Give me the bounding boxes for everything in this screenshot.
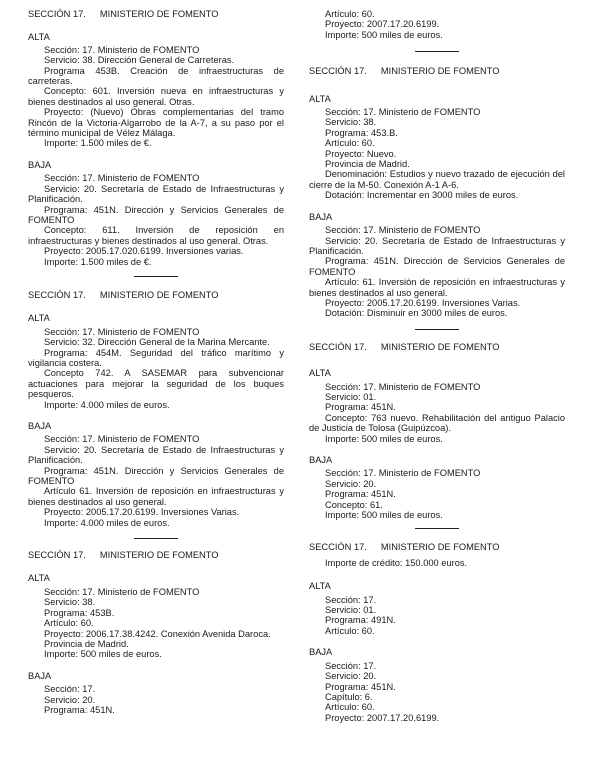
- entry-line: Artículo: 61. Inversión de reposición en infraestructuras y bienes destinados al uso general.: [309, 277, 565, 298]
- alta-entries: [28, 45, 284, 149]
- entry-line: Sección: 17. Ministerio de FOMENTO: [325, 107, 481, 118]
- alta-label: ALTA: [28, 573, 50, 584]
- entry-line: Servicio: 20.: [325, 671, 377, 682]
- entry-line: Programa: 451N.: [325, 402, 396, 413]
- entry-line: Artículo: 60.: [325, 702, 375, 713]
- entry-line: Servicio: 20. Secretaría de Estado de Infraestructuras y Planificación.: [309, 235, 565, 256]
- entry-line: Servicio: 01.: [325, 391, 377, 402]
- entry-line: Importe: 500 miles de euros.: [325, 433, 443, 444]
- entry-line: Programa: 453.B.: [325, 127, 398, 138]
- entry-line: Sección: 17. Ministerio de FOMENTO: [44, 586, 200, 597]
- entry-line: Sección: 17. Ministerio de FOMENTO: [44, 44, 200, 55]
- entry-line: Sección: 17. Ministerio de FOMENTO: [44, 173, 200, 184]
- section-heading: SECCIÓN 17. MINISTERIO DE FOMENTO: [28, 550, 219, 561]
- section-heading: SECCIÓN 17. MINISTERIO DE FOMENTO: [28, 9, 219, 19]
- entry-line: Programa: 451N.: [44, 704, 115, 715]
- entry-line: Dotación: Disminuir en 3000 miles de euros.: [325, 308, 508, 319]
- continuation-entries: [309, 9, 565, 52]
- entry-line: Dotación: Incrementar en 3000 miles de euros.: [325, 190, 519, 201]
- entry-line: Importe: 1.500 miles de €.: [44, 256, 152, 267]
- entry-line: Concepto: 601. Inversión nueva en infraestructuras y bienes destinados al uso general. Otras.: [28, 86, 284, 107]
- entry-line: Programa 453B. Creación de infraestructuras de carreteras.: [28, 65, 284, 87]
- entry-line: Programa: 451N. Dirección y Servicios Generales de FOMENTO: [28, 465, 284, 487]
- alta-label: ALTA: [28, 32, 50, 43]
- amendment-block: [309, 542, 565, 723]
- baja-entries: [309, 225, 565, 319]
- entry-line: Importe: 4.000 miles de euros.: [44, 517, 170, 528]
- entry-line: Artículo: 60.: [44, 618, 94, 629]
- entry-line: Sección: 17.: [44, 684, 96, 695]
- entry-line: Sección: 17.: [325, 660, 377, 671]
- entry-line: Importe: 1.500 miles de €.: [44, 138, 152, 149]
- entry-line: Programa: 451N.: [325, 681, 396, 692]
- entry-line: Proyecto: 2005.17.20.6199. Inversiones Varias.: [44, 507, 240, 518]
- separator-rule: [415, 528, 459, 529]
- entry-line: Servicio: 20. Secretaría de Estado de Infraestructuras y Planificación.: [28, 444, 284, 466]
- entry-line: Provincia de Madrid.: [325, 159, 410, 170]
- separator-rule: [134, 276, 178, 277]
- baja-entries: [28, 173, 284, 267]
- entry-line: Artículo 61. Inversión de reposición en infraestructuras y bienes destinados al uso general.: [28, 486, 284, 507]
- alta-entries: [309, 595, 565, 637]
- entry-line: Proyecto: (Nuevo) Obras complementarias del tramo Rincón de la Victoria-Algarrobo de la A-7, a su paso por el término municipal de Vélez Málaga.: [28, 107, 284, 139]
- entry-line: Importe: 500 miles de euros.: [325, 29, 443, 40]
- section-heading: SECCIÓN 17. MINISTERIO DE FOMENTO: [309, 66, 500, 77]
- alta-label: ALTA: [309, 368, 331, 379]
- entry-line: Proyecto: 2007.17.20.6199.: [325, 712, 440, 723]
- alta-entries: [309, 382, 565, 444]
- entry-line: Denominación: Estudios y nuevo trazado de ejecución del cierre de la M-50. Conexión A-1 A-6.: [309, 169, 565, 190]
- baja-entries: [309, 468, 565, 520]
- entry-line: Proyecto: 2006.17.38.4242. Conexión Avenida Daroca.: [44, 628, 271, 639]
- entry-line: Sección: 17. Ministerio de FOMENTO: [44, 326, 200, 337]
- entry-line: Servicio: 20.: [325, 478, 377, 489]
- alta-entries: [309, 107, 565, 201]
- baja-label: BAJA: [309, 647, 333, 658]
- section-heading: SECCIÓN 17. MINISTERIO DE FOMENTO: [309, 341, 500, 352]
- entry-line: Importe: 4.000 miles de euros.: [44, 399, 170, 410]
- entry-line: Programa: 453B.: [44, 607, 115, 618]
- baja-label: BAJA: [28, 421, 52, 431]
- entry-line: Proyecto: 2005.17.020.6199. Inversiones varias.: [44, 246, 244, 257]
- entry-line: Programa: 451N. Dirección de Servicios Generales de FOMENTO: [309, 256, 565, 277]
- entry-line: Capítulo: 6.: [325, 691, 373, 702]
- entry-line: Servicio: 20. Secretaría de Estado de Infraestructuras y Planificación.: [28, 183, 284, 205]
- entry-line: Servicio: 01.: [325, 605, 377, 616]
- entry-line: Concepto: 611. Inversión de reposición en infraestructuras y bienes destinados al uso general. Otras.: [28, 225, 284, 246]
- baja-label: BAJA: [309, 455, 333, 465]
- entry-line: Artículo: 60.: [325, 138, 375, 149]
- entry-line: Concepto 742. A SASEMAR para subvencionar actuaciones para mejorar la seguridad de los buques pesqueros.: [28, 368, 284, 400]
- entry-line: Concepto: 763 nuevo. Rehabilitación del antiguo Palacio de Justicia de Tolosa (Guipúzcoa).: [309, 412, 565, 434]
- entry-line: Importe: 500 miles de euros.: [44, 649, 162, 660]
- entry-line: Importe: 500 miles de euros.: [325, 510, 443, 521]
- entry-line: Proyecto: 2007.17.20.6199.: [325, 19, 440, 30]
- entry-line: Servicio: 38.: [325, 117, 377, 128]
- entry-line: Provincia de Madrid.: [44, 638, 129, 649]
- amendment-block: [28, 550, 284, 715]
- entry-line: Programa: 451N.: [325, 489, 396, 500]
- entry-line: Programa: 451N. Dirección y Servicios Generales de FOMENTO: [28, 204, 284, 225]
- baja-label: BAJA: [28, 670, 52, 681]
- entry-line: Servicio: 20.: [44, 694, 96, 705]
- entry-line: Sección: 17. Ministerio de FOMENTO: [325, 225, 481, 236]
- separator-rule: [415, 329, 459, 330]
- amendment-block: [28, 9, 284, 277]
- alta-label: ALTA: [309, 93, 331, 104]
- entry-line: Sección: 17. Ministerio de FOMENTO: [325, 468, 481, 479]
- entry-line: Artículo: 60.: [325, 9, 375, 19]
- alta-label: ALTA: [309, 581, 331, 592]
- entry-line: Proyecto: 2005.17.20.6199. Inversiones Varias.: [325, 297, 521, 308]
- entry-line: Servicio: 38. Dirección General de Carreteras.: [44, 55, 235, 66]
- entry-line: Artículo: 60.: [325, 625, 375, 636]
- baja-entries: [28, 684, 284, 715]
- section-heading: SECCIÓN 17. MINISTERIO DE FOMENTO: [28, 289, 219, 300]
- separator-rule: [134, 538, 178, 539]
- baja-label: BAJA: [309, 211, 333, 222]
- right-column: [309, 0, 565, 723]
- entry-line: Programa: 491N.: [325, 615, 396, 626]
- left-column: [28, 0, 284, 715]
- entry-line: Sección: 17. Ministerio de FOMENTO: [44, 434, 200, 445]
- alta-entries: [28, 327, 284, 410]
- credit-amount: Importe de crédito: 150.000 euros.: [325, 557, 468, 568]
- entry-line: Servicio: 32. Dirección General de la Marina Mercante.: [44, 337, 270, 348]
- alta-entries: [28, 587, 284, 660]
- amendment-block: [309, 66, 565, 330]
- baja-label: BAJA: [28, 159, 52, 170]
- entry-line: Sección: 17.: [325, 594, 377, 605]
- separator-rule: [415, 51, 459, 52]
- entry-line: Concepto: 61.: [325, 499, 383, 510]
- baja-entries: [309, 661, 565, 723]
- entry-line: Sección: 17. Ministerio de FOMENTO: [325, 381, 481, 392]
- entry-line: Proyecto: Nuevo.: [325, 148, 397, 159]
- alta-label: ALTA: [28, 313, 50, 324]
- section-heading: SECCIÓN 17. MINISTERIO DE FOMENTO: [309, 542, 500, 553]
- entry-line: Programa: 454M. Seguridad del tráfico marítimo y vigilancia costera.: [28, 347, 284, 368]
- amendment-block: [28, 290, 284, 539]
- baja-entries: [28, 434, 284, 528]
- amendment-block: [309, 342, 565, 530]
- entry-line: Servicio: 38.: [44, 597, 96, 608]
